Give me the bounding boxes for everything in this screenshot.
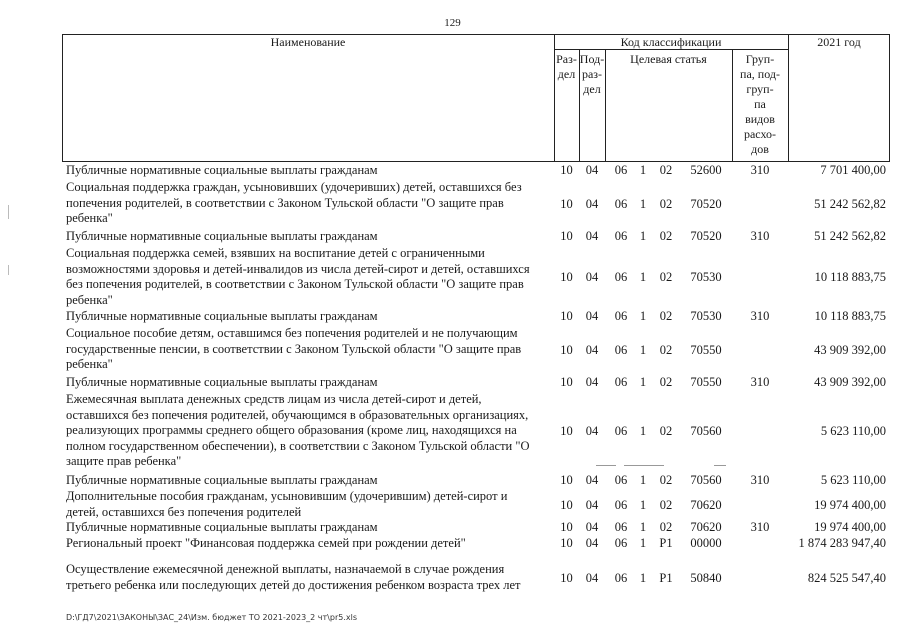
cell-c2: 1 [639, 497, 647, 512]
cell-pr: 04 [585, 375, 599, 389]
cell-c1: 06 [614, 424, 628, 438]
cell-r: 10 [560, 520, 573, 534]
table-row [62, 562, 890, 593]
cell-c1: 06 [614, 229, 628, 243]
cell-vr: 310 [750, 309, 770, 323]
header-razdel: Раз- дел [556, 52, 577, 81]
cell-vr: 310 [750, 473, 770, 487]
table-header [62, 34, 890, 163]
cell-c4: 50840 [690, 570, 722, 585]
cell-pr: 04 [585, 229, 599, 243]
row-name-line: Публичные нормативные социальные выплаты гражданам [66, 520, 378, 534]
cell-sum: 7 701 400,00 [820, 163, 886, 177]
table-row [62, 246, 890, 308]
cell-pr: 04 [585, 342, 599, 357]
cell-r: 10 [560, 270, 573, 285]
row-name-line: Социальная поддержка граждан, усыновивших (удочеривших) детей, оставшихся без [66, 180, 522, 194]
table-row [62, 229, 890, 245]
row-name-line: Публичные нормативные социальные выплаты гражданам [66, 163, 378, 177]
row-name [66, 309, 554, 325]
file-path-footer: D:\ГД7\2021\ЗАКОНЫ\ЗАС_24\Изм. бюджет ТО 2021-2023_2 чт\pr5.xls [66, 613, 357, 622]
row-name-line: Социальная поддержка семей, взявших на воспитание детей с ограниченными [66, 246, 485, 260]
cell-c3: P1 [659, 570, 673, 585]
cell-c3: 02 [659, 520, 673, 534]
cell-sum: 43 909 392,00 [814, 342, 886, 357]
cell-c4: 70550 [690, 342, 722, 357]
cell-c3: 02 [659, 163, 673, 177]
row-name [66, 392, 554, 470]
row-name [66, 520, 554, 536]
row-name [66, 536, 554, 552]
cell-c4: 70530 [690, 309, 722, 323]
row-name-line: Публичные нормативные социальные выплаты гражданам [66, 473, 378, 487]
row-name-line: защите прав ребенка" [66, 454, 182, 468]
cell-c3: 02 [659, 375, 673, 389]
cell-c4: 00000 [690, 536, 722, 550]
cell-vr: 310 [750, 520, 770, 534]
row-name-line: Ежемесячная выплата денежных средств лицам из числа детей-сирот и детей, [66, 392, 482, 406]
row-name-line: возможностями здоровья и детей-инвалидов из числа детей-сирот и детей, оставшихся [66, 261, 530, 276]
cell-r: 10 [560, 196, 573, 211]
cell-c1: 06 [614, 570, 628, 585]
cell-r: 10 [560, 375, 573, 389]
cell-c4: 70550 [690, 375, 722, 389]
cell-pr: 04 [585, 163, 599, 177]
cell-r: 10 [560, 424, 573, 438]
row-name-line: без попечения родителей, в соответствии с Законом Тульской области "О защите прав [66, 277, 524, 291]
header-name: Наименование [270, 35, 346, 49]
table-row [62, 520, 890, 536]
table-row [62, 392, 890, 470]
cell-c2: 1 [639, 196, 647, 211]
row-name-line: Осуществление ежемесячной денежной выплаты, назначаемой в случае рождения [66, 562, 505, 576]
cell-c2: 1 [639, 424, 647, 438]
cell-sum: 5 623 110,00 [820, 473, 886, 487]
cell-sum: 1 874 283 947,40 [798, 536, 886, 550]
cell-c1: 06 [614, 473, 628, 487]
row-name-line: реализующих программы среднего общего образования (кроме лиц, находящихся на [66, 423, 517, 437]
cell-c3: 02 [659, 424, 673, 438]
row-name-line: ребенка" [66, 292, 113, 307]
cell-pr: 04 [585, 497, 599, 512]
cell-sum: 10 118 883,75 [814, 309, 886, 323]
cell-c3: 02 [659, 309, 673, 323]
row-name [66, 163, 554, 179]
cell-sum: 51 242 562,82 [814, 196, 886, 211]
cell-c1: 06 [614, 342, 628, 357]
cell-c2: 1 [639, 473, 647, 487]
row-name-line: государственные пенсии, в соответствии с Законом Тульской области "О защите прав [66, 341, 522, 356]
cell-pr: 04 [585, 536, 599, 550]
table-row [62, 536, 890, 552]
cell-c3: P1 [659, 536, 673, 550]
cell-pr: 04 [585, 309, 599, 323]
row-name [66, 562, 554, 593]
row-name-line: Публичные нормативные социальные выплаты гражданам [66, 309, 378, 323]
cell-c3: 02 [659, 497, 673, 512]
row-name-line: ребенка" [66, 211, 113, 225]
row-name-line: ребенка" [66, 357, 113, 371]
header-code: Код классификации [620, 35, 722, 49]
row-name-line: полном государственном обеспечении), в соответствии с Законом Тульской области "О [66, 438, 530, 453]
table-row [62, 375, 890, 391]
cell-c4: 70560 [690, 473, 722, 487]
page-number: 129 [444, 17, 461, 29]
table-row [62, 489, 890, 520]
cell-r: 10 [560, 497, 573, 512]
cell-r: 10 [560, 229, 573, 243]
cell-c4: 70530 [690, 270, 722, 285]
cell-r: 10 [560, 163, 573, 177]
cell-c1: 06 [614, 196, 628, 211]
cell-c4: 70620 [690, 520, 722, 534]
cell-c2: 1 [639, 309, 647, 323]
cell-pr: 04 [585, 520, 599, 534]
cell-r: 10 [560, 309, 573, 323]
cell-vr: 310 [750, 229, 770, 243]
cell-pr: 04 [585, 570, 599, 585]
table-row [62, 180, 890, 227]
cell-pr: 04 [585, 196, 599, 211]
row-name [66, 246, 554, 308]
cell-c1: 06 [614, 520, 628, 534]
cell-sum: 51 242 562,82 [814, 229, 886, 243]
cell-sum: 824 525 547,40 [807, 570, 886, 585]
cell-c2: 1 [639, 536, 647, 550]
cell-c1: 06 [614, 163, 628, 177]
row-name-line: детей, оставшихся без попечения родителей [66, 504, 302, 519]
cell-c2: 1 [639, 570, 647, 585]
header-gruppa: Груп- па, под- груп- па видов расхо- дов [740, 52, 780, 156]
cell-c1: 06 [614, 375, 628, 389]
table-row [62, 309, 890, 325]
cell-r: 10 [560, 342, 573, 357]
cell-c2: 1 [639, 342, 647, 357]
row-name-line: Социальное пособие детям, оставшимся без попечения родителей и не получающим [66, 326, 518, 340]
cell-c4: 70620 [690, 497, 722, 512]
cell-sum: 43 909 392,00 [814, 375, 886, 389]
cell-c3: 02 [659, 196, 673, 211]
row-name-line: попечения родителей, в соответствии с Законом Тульской области "О защите прав [66, 195, 504, 210]
cell-r: 10 [560, 536, 573, 550]
cell-c1: 06 [614, 270, 628, 285]
cell-sum: 19 974 400,00 [814, 520, 886, 534]
cell-sum: 5 623 110,00 [820, 424, 886, 438]
cell-c3: 02 [659, 342, 673, 357]
cell-vr: 310 [750, 375, 770, 389]
row-name [66, 229, 554, 245]
cell-c3: 02 [659, 229, 673, 243]
cell-c1: 06 [614, 309, 628, 323]
cell-c2: 1 [639, 520, 647, 534]
row-name [66, 180, 554, 227]
cell-c2: 1 [639, 270, 647, 285]
cell-c4: 70560 [690, 424, 722, 438]
header-year: 2021 год [817, 35, 861, 49]
table-row [62, 326, 890, 373]
row-name-line: третьего ребенка или последующих детей до достижения ребенком возраста трех лет [66, 577, 521, 592]
cell-sum: 19 974 400,00 [814, 497, 886, 512]
cell-c3: 02 [659, 473, 673, 487]
cell-c4: 70520 [690, 196, 722, 211]
row-name [66, 473, 554, 489]
row-name [66, 326, 554, 373]
cell-pr: 04 [585, 473, 599, 487]
cell-sum: 10 118 883,75 [814, 270, 886, 285]
cell-pr: 04 [585, 424, 599, 438]
row-name [66, 489, 554, 520]
cell-vr: 310 [750, 163, 770, 177]
row-name-line: Публичные нормативные социальные выплаты гражданам [66, 375, 378, 389]
cell-r: 10 [560, 473, 573, 487]
table-row [62, 473, 890, 489]
cell-c4: 70520 [690, 229, 722, 243]
cell-c2: 1 [639, 229, 647, 243]
cell-r: 10 [560, 570, 573, 585]
header-celevaya: Целевая статья [630, 52, 707, 66]
header-podrazdel: Под- раз- дел [579, 52, 605, 96]
cell-c2: 1 [639, 163, 647, 177]
cell-c1: 06 [614, 536, 628, 550]
cell-c2: 1 [639, 375, 647, 389]
row-name-line: Дополнительные пособия гражданам, усыновившим (удочерившим) детей-сирот и [66, 489, 508, 503]
row-name-line: Публичные нормативные социальные выплаты гражданам [66, 229, 378, 243]
row-name [66, 375, 554, 391]
table-row [62, 163, 890, 179]
row-name-line: Региональный проект "Финансовая поддержка семей при рождении детей" [66, 536, 466, 550]
cell-pr: 04 [585, 270, 599, 285]
cell-c1: 06 [614, 497, 628, 512]
cell-c3: 02 [659, 270, 673, 285]
cell-c4: 52600 [690, 163, 722, 177]
row-name-line: оставшихся без попечения родителей, обучающимся в образовательных организациях, [66, 407, 529, 422]
